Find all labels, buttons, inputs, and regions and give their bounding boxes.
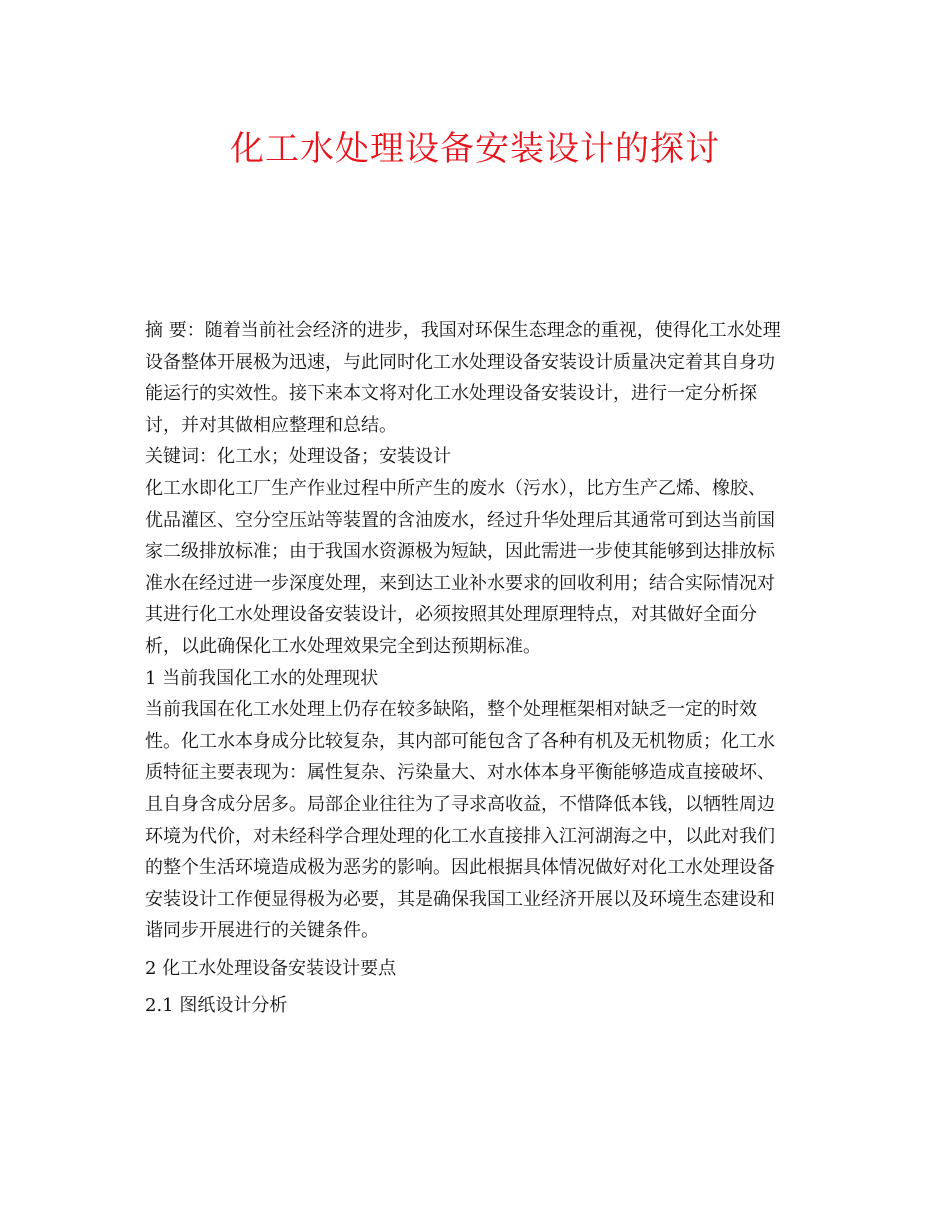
abstract-line: 设备整体开展极为迅速，与此同时化工水处理设备安装设计质量决定着其自身功: [145, 351, 775, 373]
paragraph-line: 的整个生活环境造成极为恶劣的影响。因此根据具体情况做好对化工水处理设备: [145, 857, 775, 879]
paragraph-line: 析，以此确保化工水处理效果完全到达预期标准。: [145, 635, 541, 657]
abstract-line: 讨，并对其做相应整理和总结。: [145, 414, 397, 436]
paragraph-line: 且自身含成分居多。局部企业往往为了寻求高收益，不惜降低本钱，以牺牲周边: [145, 793, 775, 815]
paragraph-line: 安装设计工作便显得极为必要，其是确保我国工业经济开展以及环境生态建设和: [145, 888, 775, 910]
section-heading-2: 2 化工水处理设备安装设计要点: [145, 957, 397, 979]
paragraph-line: 优品灌区、空分空压站等装置的含油废水，经过升华处理后其通常可到达当前国: [145, 509, 775, 531]
subsection-heading-2-1: 2.1 图纸设计分析: [145, 995, 288, 1017]
paragraph-line: 准水在经过进一步深度处理，来到达工业补水要求的回收利用；结合实际情况对: [145, 572, 775, 594]
abstract-line: 能运行的实效性。接下来本文将对化工水处理设备安装设计，进行一定分析探: [145, 383, 757, 405]
paragraph-line: 环境为代价，对未经科学合理处理的化工水直接排入江河湖海之中，以此对我们: [145, 825, 775, 847]
keywords-line: 关键词：化工水；处理设备；安装设计: [145, 446, 451, 468]
paragraph-line: 当前我国在化工水处理上仍存在较多缺陷，整个处理框架相对缺乏一定的时效: [145, 699, 757, 721]
section-heading-1: 1 当前我国化工水的处理现状: [145, 667, 379, 689]
paragraph-line: 性。化工水本身成分比较复杂，其内部可能包含了各种有机及无机物质；化工水: [145, 730, 775, 752]
abstract-line: 摘 要：随着当前社会经济的进步，我国对环保生态理念的重视，使得化工水处理: [145, 320, 781, 341]
paragraph-line: 化工水即化工厂生产作业过程中所产生的废水（污水），比方生产乙烯、橡胶、: [145, 477, 766, 499]
paragraph-line: 质特征主要表现为：属性复杂、污染量大、对水体本身平衡能够造成直接破坏、: [145, 762, 775, 784]
paragraph-line: 谐同步开展进行的关键条件。: [145, 920, 379, 942]
paragraph-line: 家二级排放标准；由于我国水资源极为短缺，因此需进一步使其能够到达排放标: [145, 541, 775, 563]
document-title: 化工水处理设备安装设计的探讨: [230, 129, 720, 169]
paragraph-line: 其进行化工水处理设备安装设计，必须按照其处理原理特点，对其做好全面分: [145, 604, 757, 626]
document-body: [145, 315, 810, 1022]
